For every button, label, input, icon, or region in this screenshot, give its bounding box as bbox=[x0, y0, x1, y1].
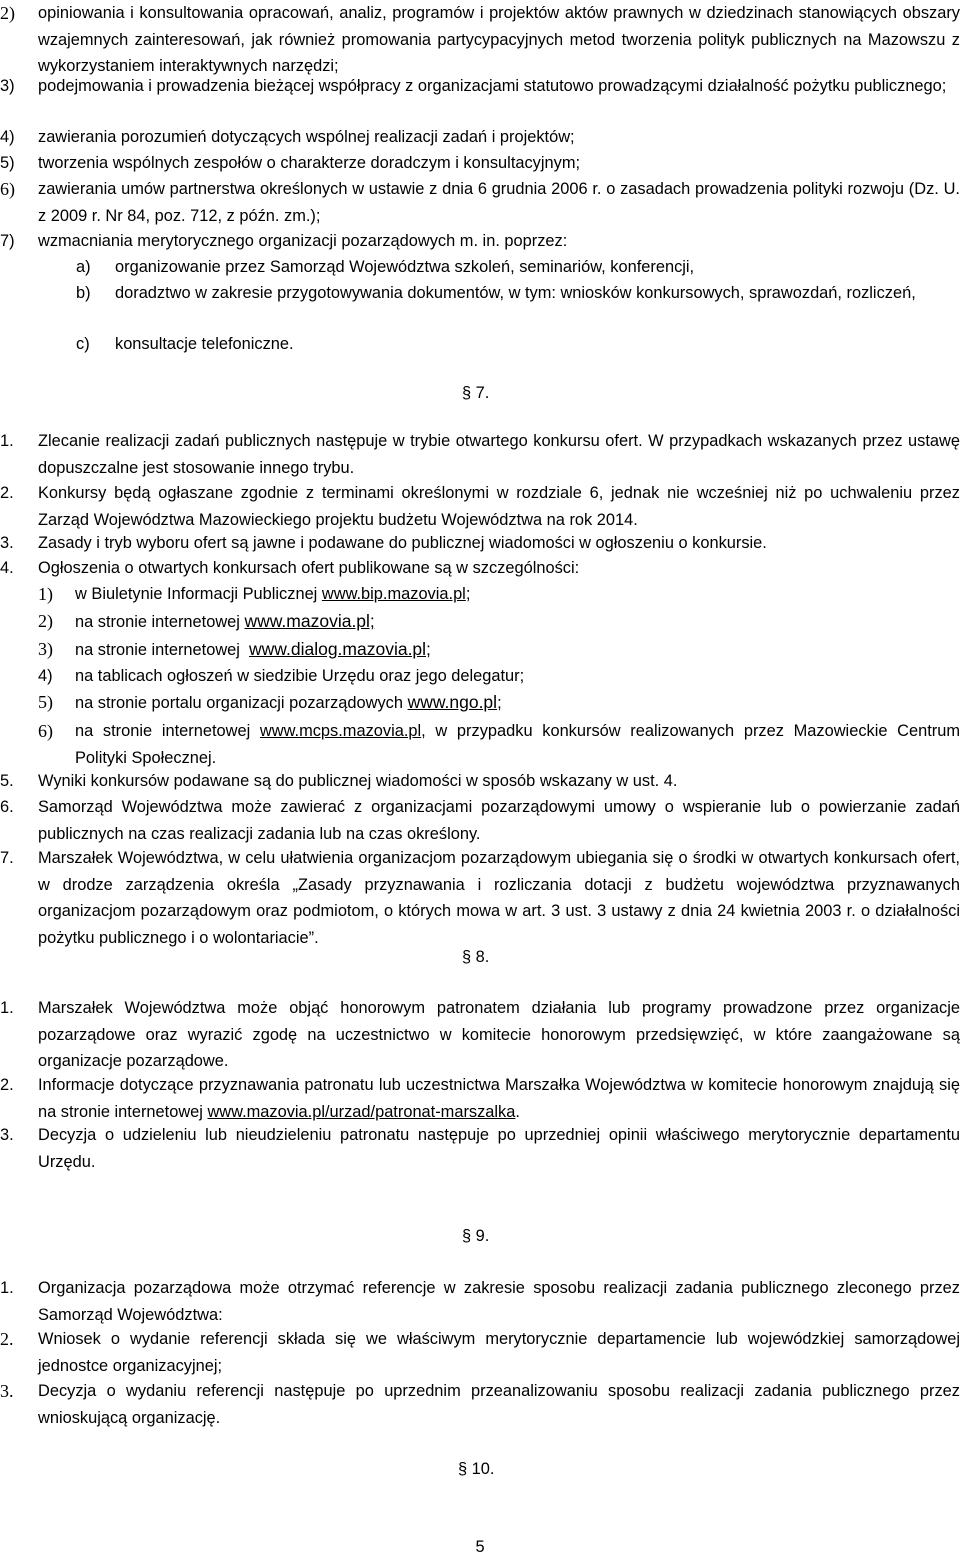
sublist-item: c) konsultacje telefoniczne. bbox=[76, 335, 294, 353]
list-item: 4) zawierania porozumień dotyczących wspólnej realizacji zadań i projektów; bbox=[0, 128, 575, 146]
sublist-item: b) doradztwo w zakresie przygotowywania dokumentów, w tym: wniosków konkursowych, sprawozdań, rozliczeń, bbox=[76, 284, 916, 302]
page-number: 5 bbox=[475, 1538, 485, 1556]
sublist-item: a) organizowanie przez Samorząd Województwa szkoleń, seminariów, konferencji, bbox=[76, 258, 695, 276]
bip-link[interactable]: www.bip.mazovia.pl bbox=[321, 585, 466, 603]
list-item: 5) tworzenia wspólnych zespołów o charakterze doradczym i konsultacyjnym; bbox=[0, 154, 581, 172]
list-item: 5. Wyniki konkursów podawane są do publicznej wiadomości w sposób wskazany w ust. 4. bbox=[0, 772, 678, 790]
list-item: 7) wzmacniania merytorycznego organizacji pozarządowych m. in. poprzez: bbox=[0, 232, 568, 250]
section-heading-8: § 8. bbox=[462, 948, 490, 966]
section-heading-9: § 9. bbox=[462, 1227, 490, 1245]
list-item: 3. Zasady i tryb wyboru ofert są jawne i podawane do publicznej wiadomości w ogłoszeniu o konkursie. bbox=[0, 534, 767, 552]
list-item: 2. Informacje dotyczące przyznawania patronatu lub uczestnictwa Marszałka Województwa w komitecie honorowym znajdują się na stronie internetowej www.mazovia.pl/urzad/patronat-marszalka. bbox=[0, 1076, 960, 1121]
patronat-link[interactable]: www.mazovia.pl/urzad/patronat-marszalka bbox=[207, 1102, 516, 1121]
list-item: 2) opiniowania i konsultowania opracowań, analiz, programów i projektów aktów prawnych w dziedzinach stanowiących obszary wzajemnych zainteresowań, jak również promowania partycypacyjnych metod tworzenia polityk publicznych na Mazowszu z wykorzystaniem interaktywnych narzędzi; bbox=[0, 3, 960, 76]
list-item: 3. Decyzja o udzieleniu lub nieudzieleniu patronatu następuje po uprzedniej opinii właściwego merytorycznie departamentu Urzędu. bbox=[0, 1126, 960, 1171]
list-item: 7. Marszałek Województwa, w celu ułatwienia organizacjom pozarządowym ubiegania się o środki w otwartych konkursach ofert, w drodze zarządzenia określa „Zasady przyznawania i rozliczania dotacji z budżetu województwa przyznawanych organizacjom pozarządowym oraz podmiotom, o których mowa w art. 3 ust. 3 ustawy z dnia 24 kwietnia 2003 r. o działalności pożytku publicznego i o wolontariacie”. bbox=[0, 849, 960, 947]
list-item: 3) podejmowania i prowadzenia bieżącej współpracy z organizacjami statutowo prowadzącymi działalność pożytku publicznego; bbox=[0, 77, 947, 95]
list-item: 2. Konkursy będą ogłaszane zgodnie z terminami określonymi w rozdziale 6, jednak nie wcześniej niż po uchwaleniu przez Zarząd Województwa Mazowieckiego projektu budżetu Województwa na rok 2014. bbox=[0, 484, 960, 529]
list-item: 4. Ogłoszenia o otwartych konkursach ofert publikowane są w szczególności: bbox=[0, 559, 580, 577]
list-item: 1. Marszałek Województwa może objąć honorowym patronatem działania lub programy prowadzone przez organizacje pozarządowe oraz wyrazić zgodę na uczestnictwo w komitecie honorowym przedsięwzięć, w które zaangażowane są organizacje pozarządowe. bbox=[0, 999, 960, 1071]
dialog-mazovia-link[interactable]: www.dialog.mazovia.pl; bbox=[249, 639, 431, 659]
list-item: 2. Wniosek o wydanie referencji składa się we właściwym merytorycznie departamencie lub wojewódzkiej samorządowej jednostce organizacyjnej; bbox=[0, 1329, 960, 1375]
list-item: 6) zawierania umów partnerstwa określonych w ustawie z dnia 6 grudnia 2006 r. o zasadach prowadzenia polityki rozwoju (Dz. U. z 2009 r. Nr 84, poz. 712, z późn. zm.); bbox=[0, 179, 960, 225]
channel-item: 5) na stronie portalu organizacji pozarządowych www.ngo.pl; bbox=[38, 692, 502, 712]
channel-item: 3) na stronie internetowej www.dialog.mazovia.pl; bbox=[38, 639, 431, 659]
list-item: 1. Organizacja pozarządowa może otrzymać referencje w zakresie sposobu realizacji zadania publicznego zleconego przez Samorząd Województwa: bbox=[0, 1279, 960, 1324]
list-item: 3. Decyzja o wydaniu referencji następuje po uprzednim przeanalizowaniu sposobu realizacji zadania publicznego przez wnioskującą organizację. bbox=[0, 1381, 960, 1427]
ngo-link[interactable]: www.ngo.pl bbox=[407, 692, 498, 712]
mazovia-link[interactable]: www.mazovia.pl; bbox=[244, 611, 375, 631]
list-item: 6. Samorząd Województwa może zawierać z organizacjami pozarządowymi umowy o wspieranie lub o powierzanie zadań publicznych na czas realizacji zadania lub na czas określony. bbox=[0, 798, 960, 843]
section-heading-10: § 10. bbox=[458, 1460, 495, 1478]
list-item: 1. Zlecanie realizacji zadań publicznych następuje w trybie otwartego konkursu ofert. W przypadkach wskazanych przez ustawę dopuszczalne jest stosowanie innego trybu. bbox=[0, 432, 960, 477]
channel-item: 6) na stronie internetowej www.mcps.mazovia.pl, w przypadku konkursów realizowanych przez Mazowieckie Centrum Polityki Społecznej. bbox=[38, 721, 960, 767]
channel-item: 4) na tablicach ogłoszeń w siedzibie Urzędu oraz jego delegatur; bbox=[38, 667, 525, 685]
section-heading-7: § 7. bbox=[462, 384, 490, 402]
channel-item: 2) na stronie internetowej www.mazovia.pl; bbox=[38, 611, 375, 631]
channel-item: 1) w Biuletynie Informacji Publicznej www.bip.mazovia.pl; bbox=[38, 584, 471, 604]
mcps-link[interactable]: www.mcps.mazovia.pl bbox=[259, 722, 422, 740]
